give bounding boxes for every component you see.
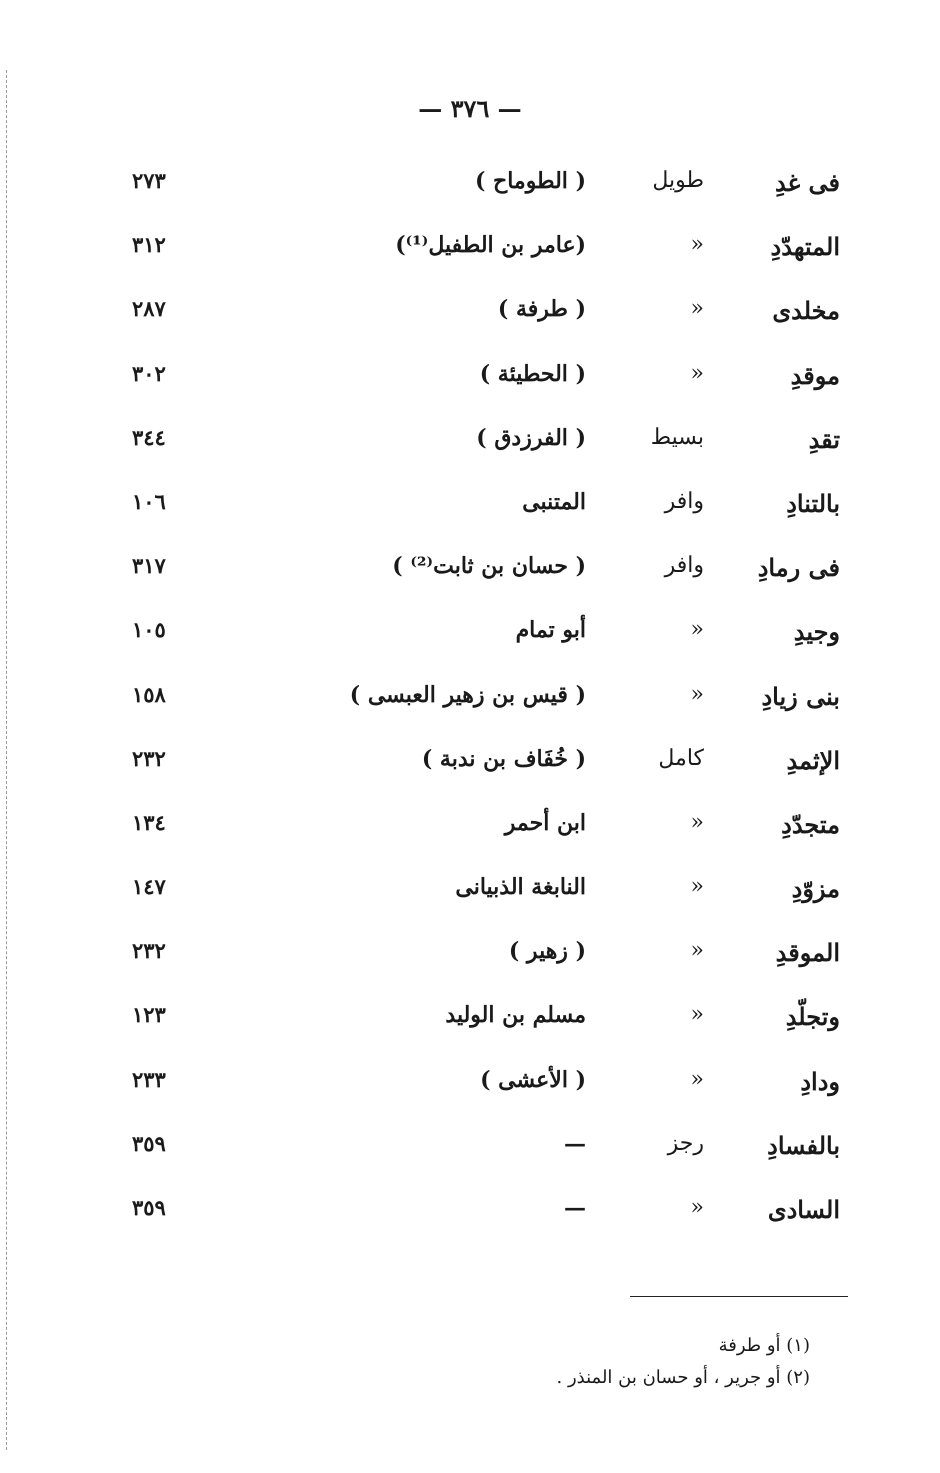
page-reference: ٣٥٩ bbox=[132, 1130, 166, 1156]
meter: وافر bbox=[664, 553, 704, 579]
page-reference: ١٣٤ bbox=[132, 809, 166, 835]
page-reference: ٢٧٣ bbox=[132, 168, 166, 193]
page-reference: ١٤٧ bbox=[132, 874, 166, 900]
meter: « bbox=[690, 360, 704, 386]
meter: طويل bbox=[652, 168, 704, 193]
rhyme-word: المتهدّدِ bbox=[770, 232, 840, 262]
poet: ( طرفة ) bbox=[497, 296, 586, 323]
meter: « bbox=[690, 232, 704, 258]
poet: ابن أحمر bbox=[504, 809, 586, 836]
meter: « bbox=[690, 1002, 704, 1028]
table-row bbox=[0, 798, 940, 862]
table-row bbox=[0, 1183, 940, 1247]
page-reference: ٣٠٢ bbox=[132, 360, 166, 386]
page-reference: ٣١٧ bbox=[132, 553, 166, 579]
table-row bbox=[0, 541, 940, 605]
page-reference: ١٢٣ bbox=[132, 1002, 166, 1028]
meter: « bbox=[690, 1066, 704, 1092]
poet: ( الفرزدق ) bbox=[476, 424, 586, 451]
poem-index-table bbox=[0, 156, 940, 1247]
rhyme-word: بالفسادِ bbox=[767, 1130, 840, 1160]
poet: — bbox=[564, 1195, 586, 1221]
poet: (عامر بن الطفيل⁽¹⁾) bbox=[395, 232, 586, 259]
page-reference: ٢٣٣ bbox=[132, 1066, 166, 1092]
table-row bbox=[0, 1055, 940, 1119]
table-row bbox=[0, 926, 940, 990]
meter: كامل bbox=[658, 745, 704, 771]
table-row bbox=[0, 670, 940, 734]
page-reference: ١٠٦ bbox=[132, 488, 166, 514]
table-row bbox=[0, 349, 940, 413]
meter: بسيط bbox=[650, 424, 704, 450]
rhyme-word: مخلدى bbox=[772, 296, 840, 326]
page-reference: ٣٥٩ bbox=[132, 1195, 166, 1220]
poet: ( الأعشى ) bbox=[480, 1066, 586, 1093]
page-reference: ١٠٥ bbox=[132, 617, 166, 643]
rhyme-word: ودادِ bbox=[800, 1066, 840, 1096]
page-number: — ٣٧٦ — bbox=[418, 94, 522, 123]
rhyme-word: مزوّدِ bbox=[791, 874, 840, 904]
poet: المتنبى bbox=[522, 488, 586, 515]
table-row bbox=[0, 477, 940, 541]
table-row bbox=[0, 413, 940, 477]
table-row bbox=[0, 734, 940, 798]
poet: مسلم بن الوليد bbox=[445, 1002, 586, 1029]
meter: « bbox=[690, 296, 704, 322]
meter: رجز bbox=[667, 1130, 704, 1156]
poet: ( قيس بن زهير العبسى ) bbox=[349, 681, 586, 708]
table-row bbox=[0, 220, 940, 284]
poet: أبو تمام bbox=[515, 617, 586, 644]
rhyme-word: الإثمدِ bbox=[786, 745, 840, 775]
poet: ( الطوماح ) bbox=[474, 168, 586, 194]
rhyme-word: السادى bbox=[767, 1195, 840, 1224]
poet: النابغة الذبيانى bbox=[455, 874, 586, 901]
rhyme-word: متجدّدِ bbox=[781, 809, 840, 839]
rhyme-word: تقدِ bbox=[808, 424, 840, 454]
table-row bbox=[0, 284, 940, 348]
page-reference: ١٥٨ bbox=[132, 681, 166, 707]
page-reference: ٢٨٧ bbox=[132, 296, 166, 322]
poet: ( حسان بن ثابت⁽²⁾ ) bbox=[392, 553, 586, 580]
rhyme-word: بالتنادِ bbox=[786, 488, 840, 518]
meter: « bbox=[690, 681, 704, 707]
page-reference: ٣١٢ bbox=[132, 232, 166, 258]
rhyme-word: موقدِ bbox=[790, 360, 840, 390]
poet: ( خُفَاف بن ندبة ) bbox=[421, 745, 586, 772]
rhyme-word: بنى زيادِ bbox=[761, 681, 840, 711]
table-row bbox=[0, 156, 940, 220]
table-row bbox=[0, 862, 940, 926]
meter: « bbox=[690, 874, 704, 900]
footnotes bbox=[557, 1330, 810, 1394]
meter: « bbox=[690, 1195, 704, 1220]
page-reference: ٢٣٢ bbox=[132, 745, 166, 771]
poet: ( زهير ) bbox=[508, 938, 586, 965]
rhyme-word: وجيدِ bbox=[793, 617, 840, 647]
meter: « bbox=[690, 809, 704, 835]
footnote-1: (١) أو طرفة bbox=[718, 1335, 810, 1356]
page-reference: ٣٤٤ bbox=[132, 424, 166, 450]
rhyme-word: فى غدِ bbox=[775, 168, 840, 197]
footnote-divider bbox=[630, 1296, 848, 1297]
meter: « bbox=[690, 617, 704, 643]
rhyme-word: فى رمادِ bbox=[757, 553, 840, 583]
footnote-2: (٢) أو جرير ، أو حسان بن المنذر . bbox=[556, 1367, 810, 1388]
rhyme-word: الموقدِ bbox=[775, 938, 840, 968]
meter: وافر bbox=[664, 488, 704, 514]
table-row bbox=[0, 990, 940, 1054]
table-row bbox=[0, 1119, 940, 1183]
rhyme-word: وتجلّدِ bbox=[785, 1002, 840, 1032]
meter: « bbox=[690, 938, 704, 964]
table-row bbox=[0, 605, 940, 669]
poet: — bbox=[564, 1130, 586, 1157]
poet: ( الحطيئة ) bbox=[479, 360, 586, 387]
page-reference: ٢٣٢ bbox=[132, 938, 166, 964]
